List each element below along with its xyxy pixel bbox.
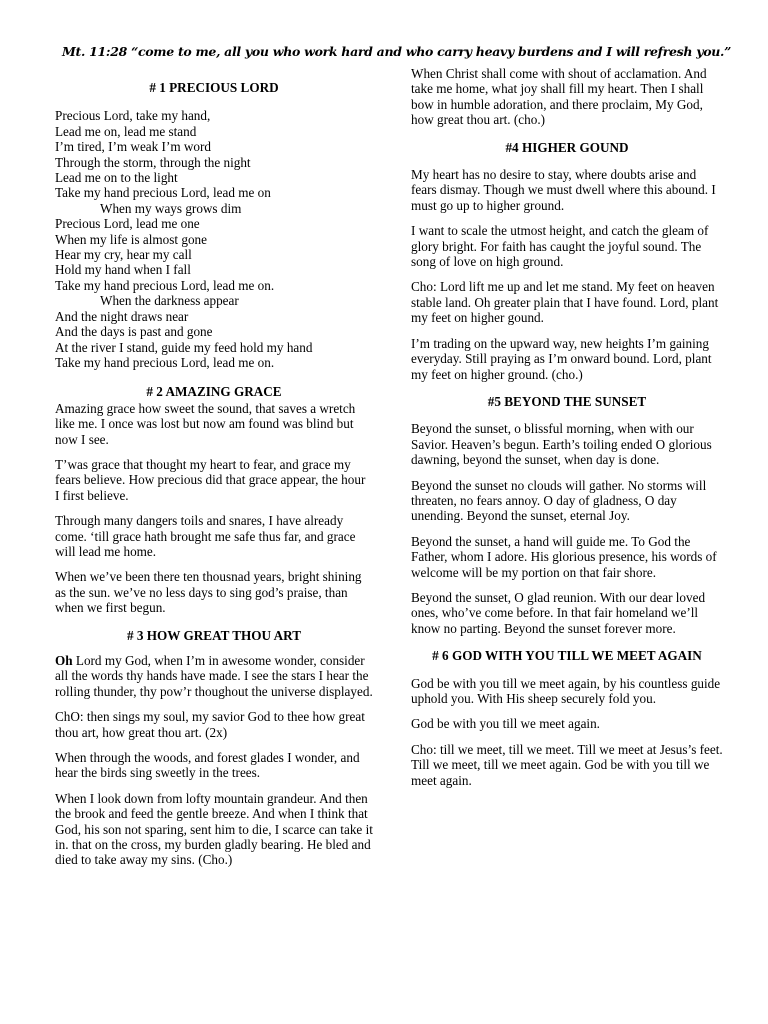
verse: Beyond the sunset no clouds will gather. No storms will threaten, no fears annoy. O day of gladness, O day unending. Beyond the sunset, eternal Joy. — [411, 477, 707, 524]
lyric-line: And the days is past and gone — [55, 324, 213, 340]
lyric-line: Take my hand precious Lord, lead me on. — [55, 277, 275, 293]
lyric-line: When the darkness appear — [100, 293, 239, 309]
verse: When we’ve been there ten thousnad years, bright shining as the sun. we’ve no less days to sing god’s praise, than when we first begun. — [55, 569, 362, 616]
hymn-precious-lord — [55, 80, 373, 370]
verse-text: Lord my God, when I’m in awesome wonder, consider all the words thy hands have made. I see the stars I hear the rolling thunder, thy pow’r thoughout the universe displayed. — [55, 653, 373, 699]
hymn-title: # 2 AMAZING GRACE — [146, 384, 282, 400]
lyric-line: When my ways grows dim — [100, 200, 242, 216]
verse — [55, 653, 373, 699]
hymn-title: # 6 GOD WITH YOU TILL WE MEET AGAIN — [432, 648, 702, 664]
lyric-line: And the night draws near — [55, 308, 189, 324]
lyric-line: Precious Lord, lead me one — [55, 216, 200, 232]
lyric-line: Precious Lord, take my hand, — [55, 108, 211, 124]
chorus: Cho: Lord lift me up and let me stand. My feet on heaven stable land. Oh greater plain that I have found. Lord, plant my feet on higher gound. — [411, 279, 719, 326]
hymn-title: # 1 PRECIOUS LORD — [149, 80, 279, 95]
left-column — [55, 62, 373, 868]
verse: I’m trading on the upward way, new heights I’m gaining everyday. Still praying as I’m onward bound. Lord, plant my feet on higher ground. (cho.) — [411, 335, 712, 382]
lyric-line: Hold my hand when I fall — [55, 262, 191, 278]
hymn-title: #4 HIGHER GOUND — [505, 139, 629, 155]
verse-bold-word: Oh — [55, 653, 73, 668]
chorus: ChO: then sings my soul, my savior God to thee how great thou art, how great thou art. (2x) — [55, 709, 365, 740]
chorus: Cho: till we meet, till we meet. Till we meet at Jesus’s feet. Till we meet, till we meet again. God be with you till we meet again. — [411, 741, 723, 788]
lyric-line: I’m tired, I’m weak I’m word — [55, 139, 211, 155]
verse: My heart has no desire to stay, where doubts arise and fears dismay. Though we must dwell where this abound. I must go up to higher ground. — [411, 167, 716, 213]
verse: Beyond the sunset, o blissful morning, when with our Savior. Heaven’s begun. Earth’s toiling ended O glorious dawning, beyond the sunset, when day is done. — [411, 421, 712, 468]
verse: When through the woods, and forest glades I wonder, and hear the birds sing sweetly in the trees. — [55, 750, 360, 781]
verse: God be with you till we meet again, by his countless guide uphold you. With His sheep securely fold you. — [411, 675, 721, 706]
verse: Amazing grace how sweet the sound, that saves a wretch like me. I once was lost but now am found was blind but now I see. — [55, 400, 356, 447]
lyric-line: Through the storm, through the night — [55, 154, 251, 170]
lyric-line: Hear my cry, hear my call — [55, 247, 192, 263]
verse: God be with you till we meet again. — [411, 716, 600, 732]
lyric-line: Take my hand precious Lord, lead me on. — [55, 354, 275, 370]
hymn-god-be-with-you — [411, 648, 723, 788]
lyric-line: Lead me on to the light — [55, 170, 178, 186]
lyric-line: Take my hand precious Lord, lead me on — [55, 185, 271, 201]
verse: Through many dangers toils and snares, I have already come. ‘till grace hath brought me safe thus far, and grace will lead me home. — [55, 513, 356, 559]
verse: When Christ shall come with shout of acclamation. And take me home, what joy shall fill my heart. Then I shall bow in humble adoration, and there proclaim, My God, how great thou art. (cho.) — [411, 66, 707, 128]
hymn-how-great-thou-art — [55, 628, 373, 868]
hymn-higher-ground — [411, 140, 723, 382]
lyric-line: When my life is almost gone — [55, 231, 207, 247]
verse: I want to scale the utmost height, and catch the gleam of glory bright. For faith has caught the joyful sound. The song of love on high ground. — [411, 223, 709, 270]
verse: T’was grace that thought my heart to fear, and grace my fears believe. How precious did that grace appear, the hour I first believe. — [55, 456, 366, 503]
lyric-line: Lead me on, lead me stand — [55, 123, 197, 139]
hymn-beyond-the-sunset — [411, 394, 723, 636]
lyric-line: At the river I stand, guide my feed hold my hand — [55, 339, 313, 355]
hymn-amazing-grace — [55, 384, 373, 615]
scripture-header: Mt. 11:28 “come to me, all you who work hard and who carry heavy burdens and I will refresh you.” — [62, 44, 731, 59]
right-column — [411, 62, 723, 788]
verse: Beyond the sunset, O glad reunion. With our dear loved ones, who’ve come before. In that fair homeland we’ll know no parting. Beyond the sunset forever more. — [411, 589, 706, 636]
hymn-title: # 3 HOW GREAT THOU ART — [126, 627, 302, 643]
verse: When I look down from lofty mountain grandeur. And then the brook and feed the gentle breeze. And when I think that God, his son not sparing, sent him to die, I scarce can take it in. that on the cross, my burden gladly bearing. He bled and died to take away my sins. (Cho.) — [55, 790, 373, 868]
verse: Beyond the sunset, a hand will guide me. To God the Father, whom I adore. His glorious presence, his words of welcome will be my portion on that fair shore. — [411, 533, 717, 580]
hymn-title: #5 BEYOND THE SUNSET — [487, 393, 647, 409]
